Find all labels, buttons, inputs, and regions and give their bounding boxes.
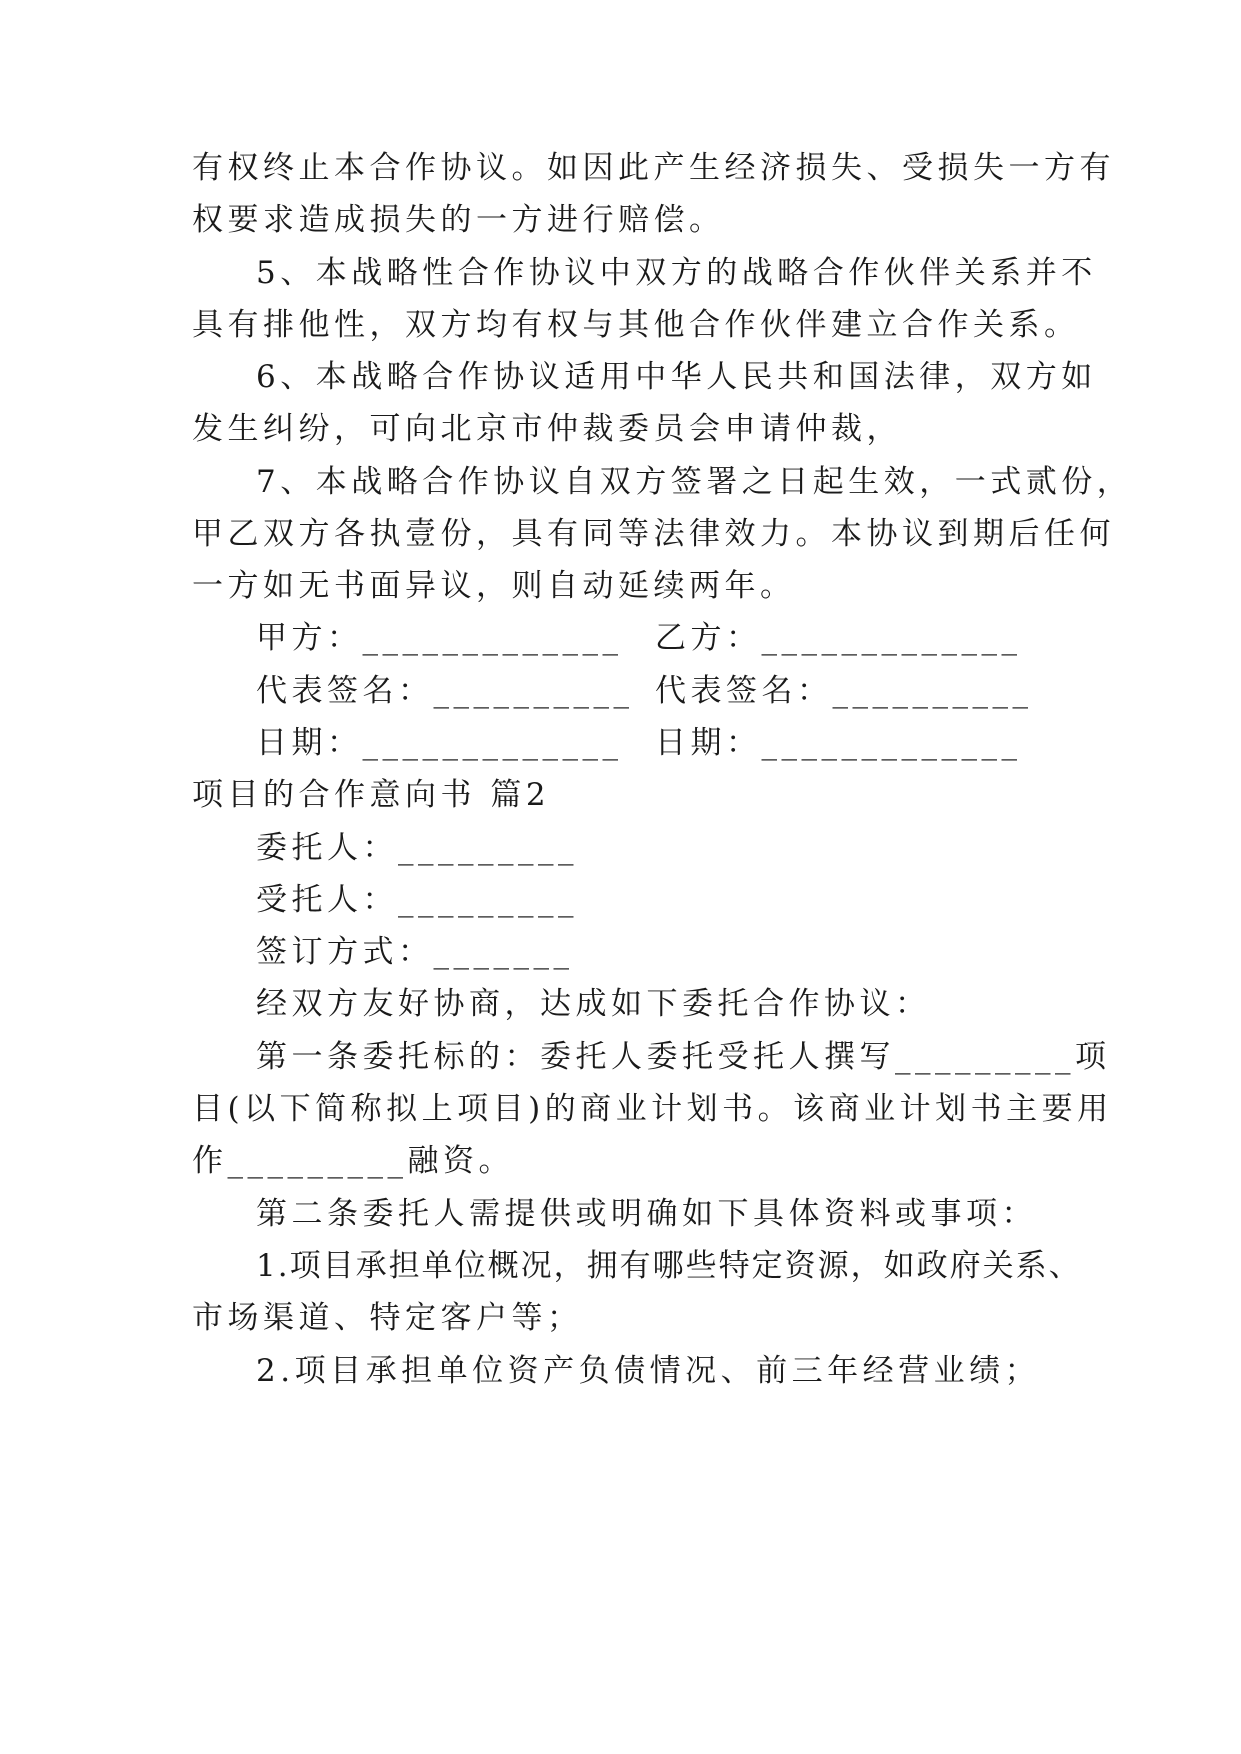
paragraph-4-line-2: 权要求造成损失的一方进行赔偿。 [192,202,725,238]
party-b-date-field: 日期：_____________ [655,725,1022,761]
clause-6-line-1: 6、本战略合作协议适用中华人民共和国法律，双方如 [256,359,1097,395]
clause-6-line-2: 发生纠纷，可向北京市仲裁委员会申请仲裁， [192,411,902,447]
clause-5-line-1: 5、本战略性合作协议中双方的战略合作伙伴关系并不 [256,255,1097,291]
clause-5-line-2: 具有排他性，双方均有权与其他合作伙伴建立合作关系。 [192,307,1080,343]
article-1-line-1: 第一条委托标的：委托人委托受托人撰写_________项 [256,1039,1111,1075]
section-heading: 项目的合作意向书 篇2 [192,777,551,813]
party-b-signature-field: 乙方：_____________ [655,620,1022,656]
clause-7-line-2: 甲乙双方各执壹份，具有同等法律效力。本协议到期后任何 [192,516,1115,552]
party-b-representative-field: 代表签名：__________ [655,673,1033,709]
paragraph-4-line-1: 有权终止本合作协议。如因此产生经济损失、受损失一方有 [192,150,1115,186]
party-a-date-field: 日期：_____________ [256,725,623,761]
client-field: 委托人：_________ [256,830,578,866]
signing-method-field: 签订方式：_______ [256,934,574,970]
article-1-line-2: 目(以下简称拟上项目)的商业计划书。该商业计划书主要用 [192,1091,1113,1127]
item-2: 2.项目承担单位资产负债情况、前三年经营业绩； [256,1353,1041,1389]
party-a-signature-field: 甲方：_____________ [256,620,623,656]
party-a-representative-field: 代表签名：__________ [256,673,634,709]
article-2: 第二条委托人需提供或明确如下具体资料或事项： [256,1196,1037,1232]
item-1-line-2: 市场渠道、特定客户等； [192,1300,583,1336]
item-1-line-1: 1.项目承担单位概况，拥有哪些特定资源，如政府关系、 [256,1248,1082,1284]
clause-7-line-1: 7、本战略合作协议自双方签署之日起生效，一式贰份， [256,464,1133,500]
article-1-line-3: 作_________融资。 [192,1143,514,1179]
trustee-field: 受托人：_________ [256,882,578,918]
agreement-intro: 经双方友好协商，达成如下委托合作协议： [256,986,931,1022]
clause-7-line-3: 一方如无书面异议，则自动延续两年。 [192,568,796,604]
